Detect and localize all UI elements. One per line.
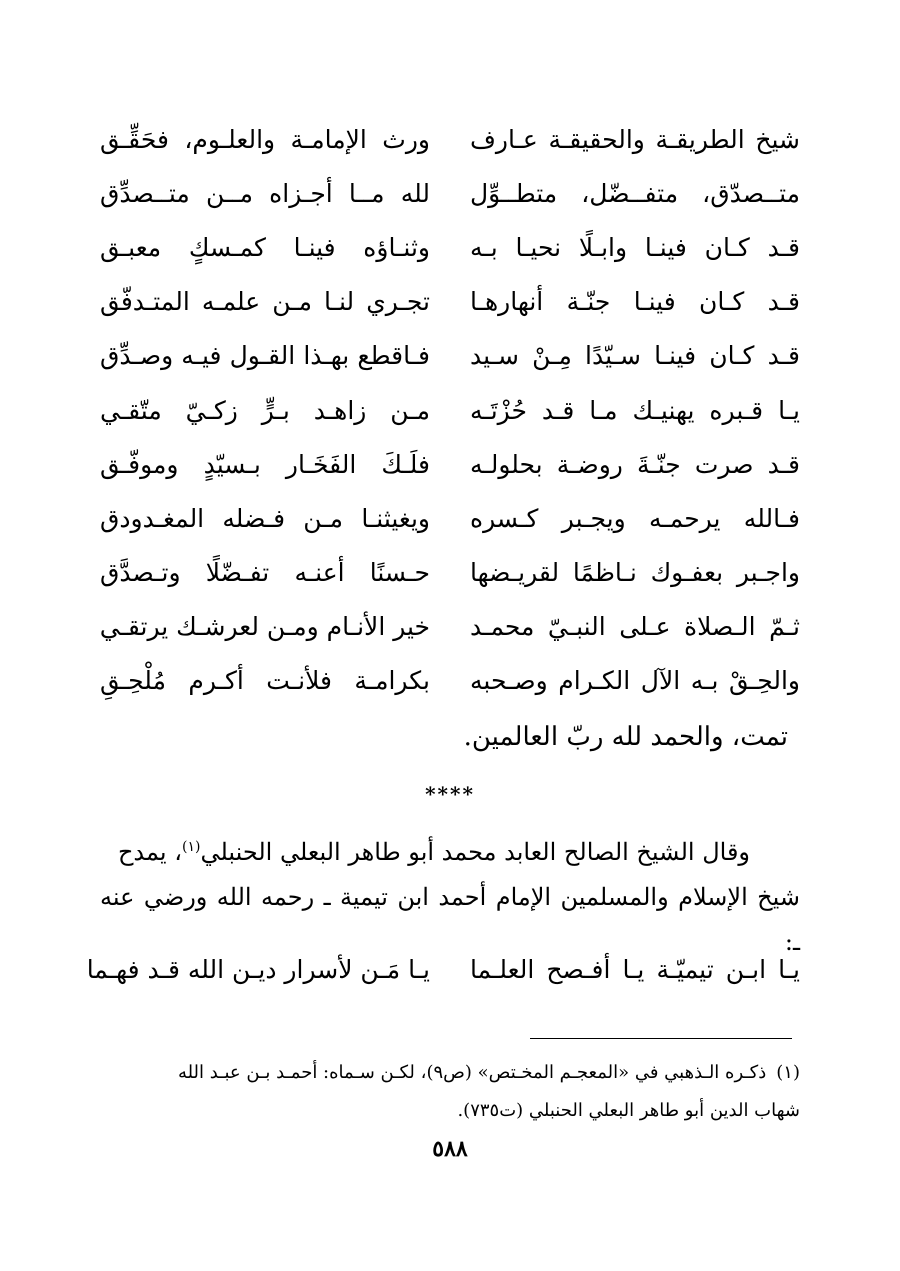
- verse-second-hemistich: فـاقطع بهـذا القـول فيـه وصـدِّق: [100, 341, 430, 371]
- verse-line: [100, 491, 800, 545]
- verse-second-hemistich: فلَـكَ الفَخَـار بـسيّدٍ وموفّـق: [100, 449, 430, 479]
- verse-first-hemistich: فـالله يرحمـه ويجـبر كـسره: [470, 503, 800, 533]
- verse-first-hemistich: قـد كـان فينـا سـيّدًا مِـنْ سـيد: [470, 341, 800, 371]
- verse-line: [100, 654, 800, 708]
- verse-first-hemistich: واجـبر بعفـوك نـاظمًا لقريـضها: [470, 558, 800, 588]
- verse-line: [100, 275, 800, 329]
- footnote-marker: (١): [776, 1062, 800, 1083]
- footnote-line-2: شهاب الدين أبو طاهر البعلي الحنبلي (ت٧٣٥).: [457, 1100, 800, 1121]
- verse-line: [100, 600, 800, 654]
- intro-line-1: [100, 825, 800, 875]
- verse-first-hemistich: ثـمّ الـصلاة عـلى النبـيّ محمـد: [470, 612, 800, 642]
- page-number: ٥٨٨: [432, 1136, 468, 1162]
- verse-first-hemistich: متــصدّق، متفــضّل، متطــوِّل: [470, 178, 800, 208]
- verse-line: [100, 383, 800, 437]
- verse-first-hemistich: قـد صرت جنّـةَ روضـة بحلولـه: [470, 449, 800, 479]
- verse-second-hemistich: تجـري لنـا مـن علمـه المتـدفّق: [100, 287, 430, 317]
- intro-line-2: شيخ الإسلام والمسلمين الإمام أحمد ابن تيمية ـ رحمه الله ورضي عنه ـ:: [100, 883, 800, 956]
- intro-text-tail: ، يمدح: [117, 838, 182, 866]
- verse-second-hemistich: يـا مَـن لأسرار ديـن الله قـد فهـما: [86, 954, 430, 984]
- verse-first-hemistich: قـد كـان فينـا جنّـة أنهارهـا: [470, 287, 800, 317]
- intro-verse: [86, 942, 800, 996]
- footnote-line-1: [100, 1054, 800, 1092]
- verse-first-hemistich: يـا ابـن تيميّـة يـا أفـصح العلـما: [470, 954, 800, 984]
- verse-second-hemistich: خير الأنـام ومـن لعرشـك يرتقـي: [99, 612, 430, 642]
- verse-first-hemistich: قـد كـان فينـا وابـلًا نحيـا بـه: [470, 232, 800, 262]
- verse-second-hemistich: مـن زاهـد بـرٍّ زكـيّ متّقـي: [100, 395, 430, 425]
- verse-line: [100, 166, 800, 220]
- footnote-divider: [530, 1038, 792, 1039]
- intro-text: وقال الشيخ الصالح العابد محمد أبو طاهر البعلي الحنبلي: [200, 838, 750, 866]
- footnote-text: ذكـره الـذهبي في «المعجـم المخـتص» (ص٩)، لكـن سـماه: أحمـد بـن عبـد الله: [177, 1062, 767, 1083]
- verse-second-hemistich: ورث الإمامـة والعلـوم، فحَقِّـق: [100, 124, 430, 154]
- verse-line: [100, 437, 800, 491]
- poem-verses: [100, 112, 800, 708]
- verse-second-hemistich: حـسنًا أعنـه تفـضّلًا وتـصدَّق: [100, 558, 430, 588]
- verse-second-hemistich: ويغيثنـا مـن فـضله المغـدودق: [100, 503, 430, 533]
- footnote-reference: (١): [181, 839, 201, 855]
- section-separator: ****: [425, 782, 475, 806]
- verse-second-hemistich: وثنـاؤه فينـا كمـسكٍ معبـق: [100, 232, 430, 262]
- verse-line: [100, 112, 800, 166]
- verse-first-hemistich: يـا قـبره يهنيـك مـا قـد حُزْتَـه: [470, 395, 800, 425]
- verse-line: [100, 220, 800, 274]
- footnote: [100, 1054, 800, 1130]
- verse-first-hemistich: والحِـقْ بـه الآل الكـرام وصـحبه: [470, 666, 800, 696]
- verse-second-hemistich: لله مــا أجـزاه مــن متــصدِّق: [100, 178, 430, 208]
- verse-line: [100, 329, 800, 383]
- poem-closing: تمت، والحمد لله ربّ العالمين.: [463, 722, 788, 752]
- verse-line: [100, 546, 800, 600]
- verse-second-hemistich: بكرامـة فلأنـت أكـرم مُلْحِـقِ: [100, 666, 430, 696]
- verse-first-hemistich: شيخ الطريقـة والحقيقـة عـارف: [470, 124, 800, 154]
